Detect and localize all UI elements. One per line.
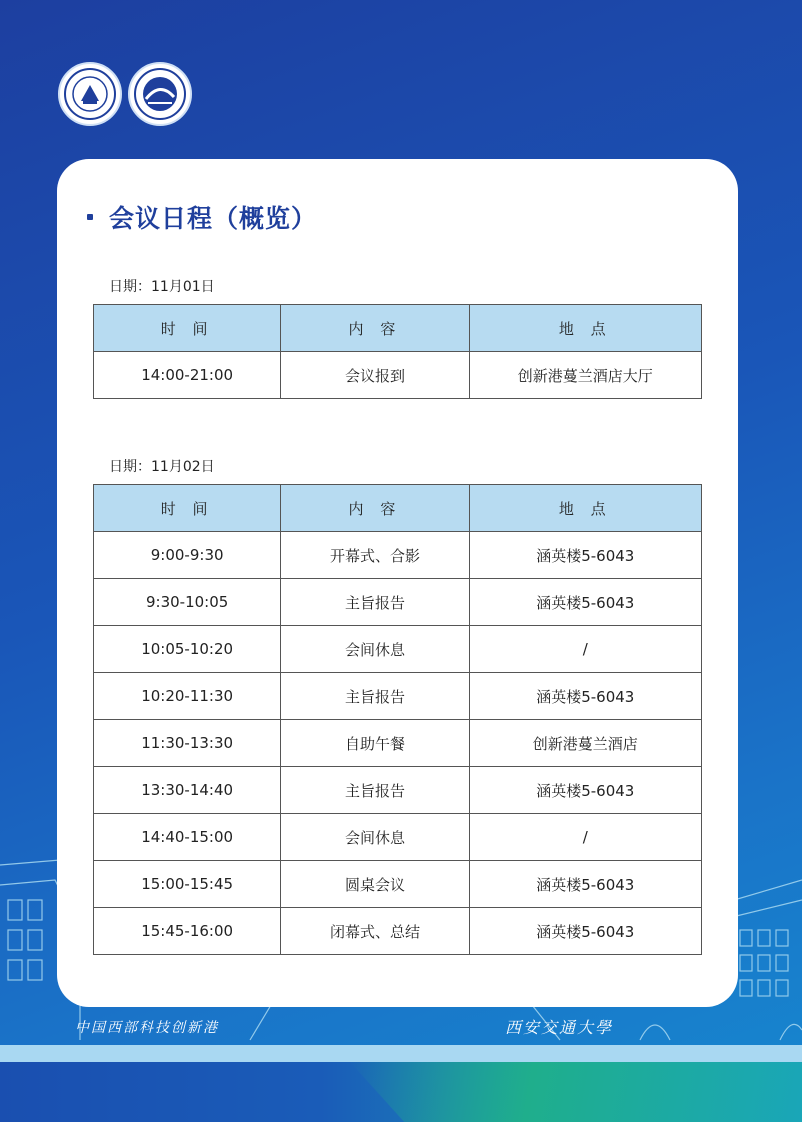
- cell-time: 10:20-11:30: [94, 673, 281, 720]
- innovation-seal-icon: [128, 62, 192, 126]
- table-row: [94, 767, 702, 814]
- cell-time: 9:30-10:05: [94, 579, 281, 626]
- header-time: 时 间: [94, 305, 281, 352]
- table-header-row: [94, 485, 702, 532]
- day2-date-label: 日期：11月02日: [109, 459, 215, 475]
- cell-location: 涵英楼5-6043: [469, 908, 701, 955]
- table-row: [94, 861, 702, 908]
- cell-location: 创新港蔓兰酒店: [469, 720, 701, 767]
- cell-location: 涵英楼5-6043: [469, 673, 701, 720]
- logo-group: [58, 62, 192, 126]
- table-row: [94, 673, 702, 720]
- page-title: 会议日程（概览）: [109, 204, 318, 233]
- cell-content: 会议报到: [281, 352, 469, 399]
- cell-content: 开幕式、合影: [281, 532, 469, 579]
- cell-content: 自助午餐: [281, 720, 469, 767]
- cell-location: /: [469, 626, 701, 673]
- cell-location: 涵英楼5-6043: [469, 767, 701, 814]
- cell-time: 11:30-13:30: [94, 720, 281, 767]
- header-content: 内 容: [281, 305, 469, 352]
- day2-schedule-table: [93, 484, 702, 955]
- header-location: 地 点: [469, 485, 701, 532]
- cell-time: 9:00-9:30: [94, 532, 281, 579]
- university-wordmark: 西安交通大學: [505, 1018, 614, 1037]
- header-location: 地 点: [469, 305, 701, 352]
- cell-time: 14:00-21:00: [94, 352, 281, 399]
- table-row: [94, 908, 702, 955]
- cell-content: 主旨报告: [281, 673, 469, 720]
- schedule-card: [57, 159, 738, 1007]
- table-header-row: [94, 305, 702, 352]
- cell-location: 涵英楼5-6043: [469, 579, 701, 626]
- cell-content: 会间休息: [281, 814, 469, 861]
- cell-content: 主旨报告: [281, 579, 469, 626]
- cell-location: 涵英楼5-6043: [469, 532, 701, 579]
- cell-time: 14:40-15:00: [94, 814, 281, 861]
- table-row: [94, 352, 702, 399]
- table-row: [94, 626, 702, 673]
- cell-content: 会间休息: [281, 626, 469, 673]
- cell-content: 主旨报告: [281, 767, 469, 814]
- cell-time: 13:30-14:40: [94, 767, 281, 814]
- heading-bullet: [87, 214, 93, 220]
- light-band: [0, 1045, 802, 1063]
- day1-schedule-table: [93, 304, 702, 399]
- cell-location: 创新港蔓兰酒店大厅: [469, 352, 701, 399]
- cell-time: 15:45-16:00: [94, 908, 281, 955]
- cell-content: 闭幕式、总结: [281, 908, 469, 955]
- header-content: 内 容: [281, 485, 469, 532]
- bottom-green-wave: [350, 1062, 802, 1122]
- cell-time: 10:05-10:20: [94, 626, 281, 673]
- slogan-text: 中国西部科技创新港: [75, 1020, 219, 1036]
- cell-location: /: [469, 814, 701, 861]
- university-seal-icon: [58, 62, 122, 126]
- table-row: [94, 720, 702, 767]
- table-row: [94, 814, 702, 861]
- cell-location: 涵英楼5-6043: [469, 861, 701, 908]
- table-row: [94, 532, 702, 579]
- header-time: 时 间: [94, 485, 281, 532]
- table-row: [94, 579, 702, 626]
- cell-content: 圆桌会议: [281, 861, 469, 908]
- cell-time: 15:00-15:45: [94, 861, 281, 908]
- day1-date-label: 日期：11月01日: [109, 279, 215, 295]
